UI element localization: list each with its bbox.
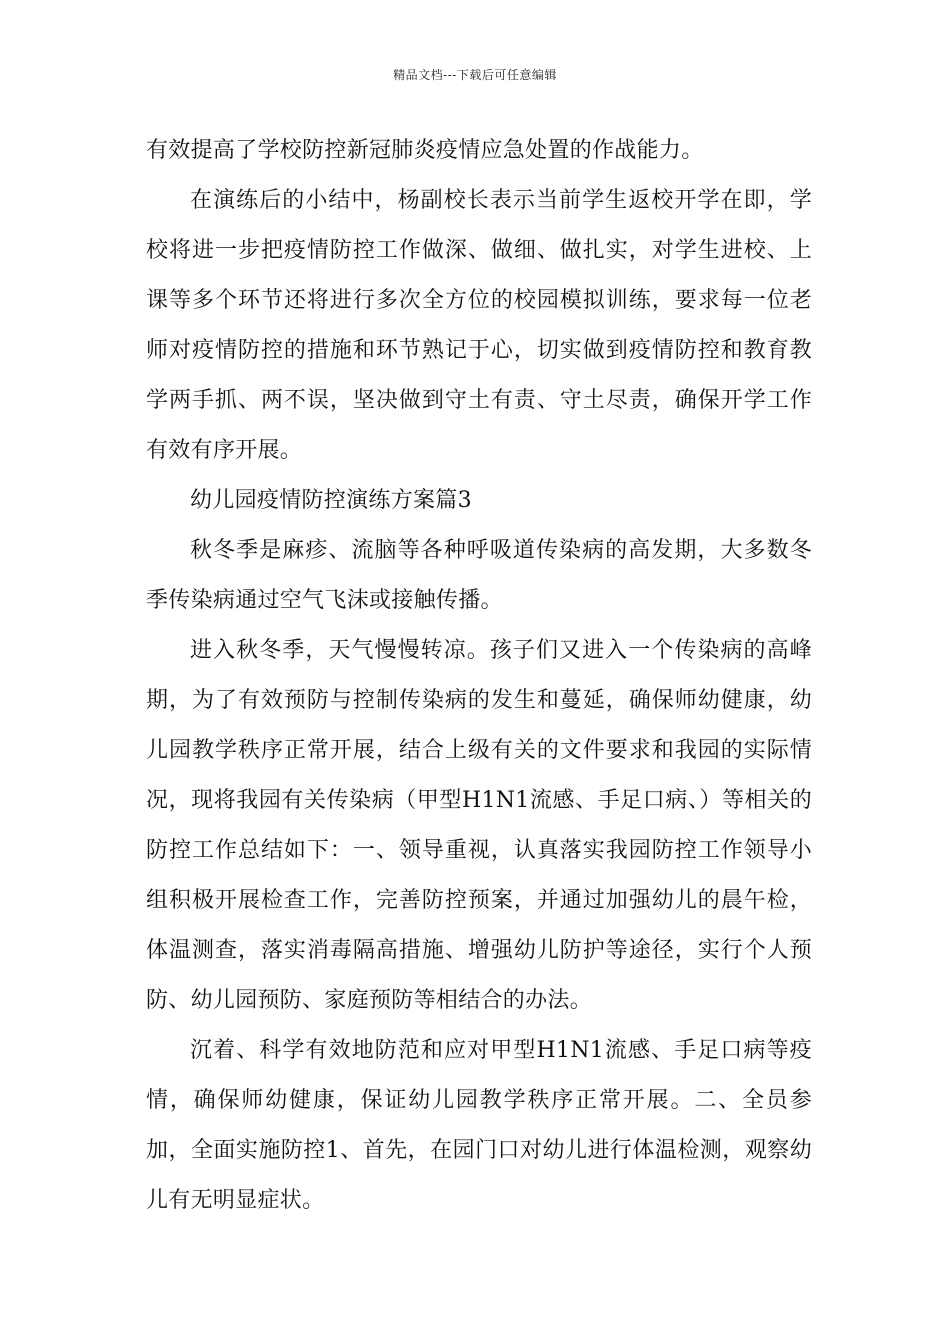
paragraph-2: 在演练后的小结中，杨副校长表示当前学生返校开学在即，学校将进一步把疫情防控工作做深、做细、做扎实，对学生进校、上课等多个环节还将进行多次全方位的校园模拟训练，要求每一位老师对疫情防控的措施和环节熟记于心，切实做到疫情防控和教育教学两手抓、两不误，坚决做到守土有责、守土尽责，确保开学工作有效有序开展。	[146, 188, 812, 463]
paragraph-1: 有效提高了学校防控新冠肺炎疫情应急处置的作战能力。	[146, 138, 704, 163]
document-body	[146, 126, 812, 1226]
paragraph-3: 秋冬季是麻疹、流脑等各种呼吸道传染病的高发期，大多数冬季传染病通过空气飞沫或接触传播。	[146, 538, 812, 613]
section-heading: 幼儿园疫情防控演练方案篇3	[190, 488, 472, 513]
page-header: 精品文档---下载后可任意编辑	[393, 68, 557, 82]
paragraph-5: 沉着、科学有效地防范和应对甲型H1N1流感、手足口病等疫情，确保师幼健康，保证幼儿园教学秩序正常开展。二、全员参加，全面实施防控1、首先，在园门口对幼儿进行体温检测，观察幼儿有无明显症状。	[146, 1038, 812, 1213]
paragraph-4: 进入秋冬季，天气慢慢转凉。孩子们又进入一个传染病的高峰期，为了有效预防与控制传染病的发生和蔓延，确保师幼健康，幼儿园教学秩序正常开展，结合上级有关的文件要求和我园的实际情况，现将我园有关传染病（甲型H1N1流感、手足口病、）等相关的防控工作总结如下：一、领导重视，认真落实我园防控工作领导小组积极开展检查工作，完善防控预案，并通过加强幼儿的晨午检，体温测查，落实消毒隔高措施、增强幼儿防护等途径，实行个人预防、幼儿园预防、家庭预防等相结合的办法。	[146, 638, 812, 1013]
